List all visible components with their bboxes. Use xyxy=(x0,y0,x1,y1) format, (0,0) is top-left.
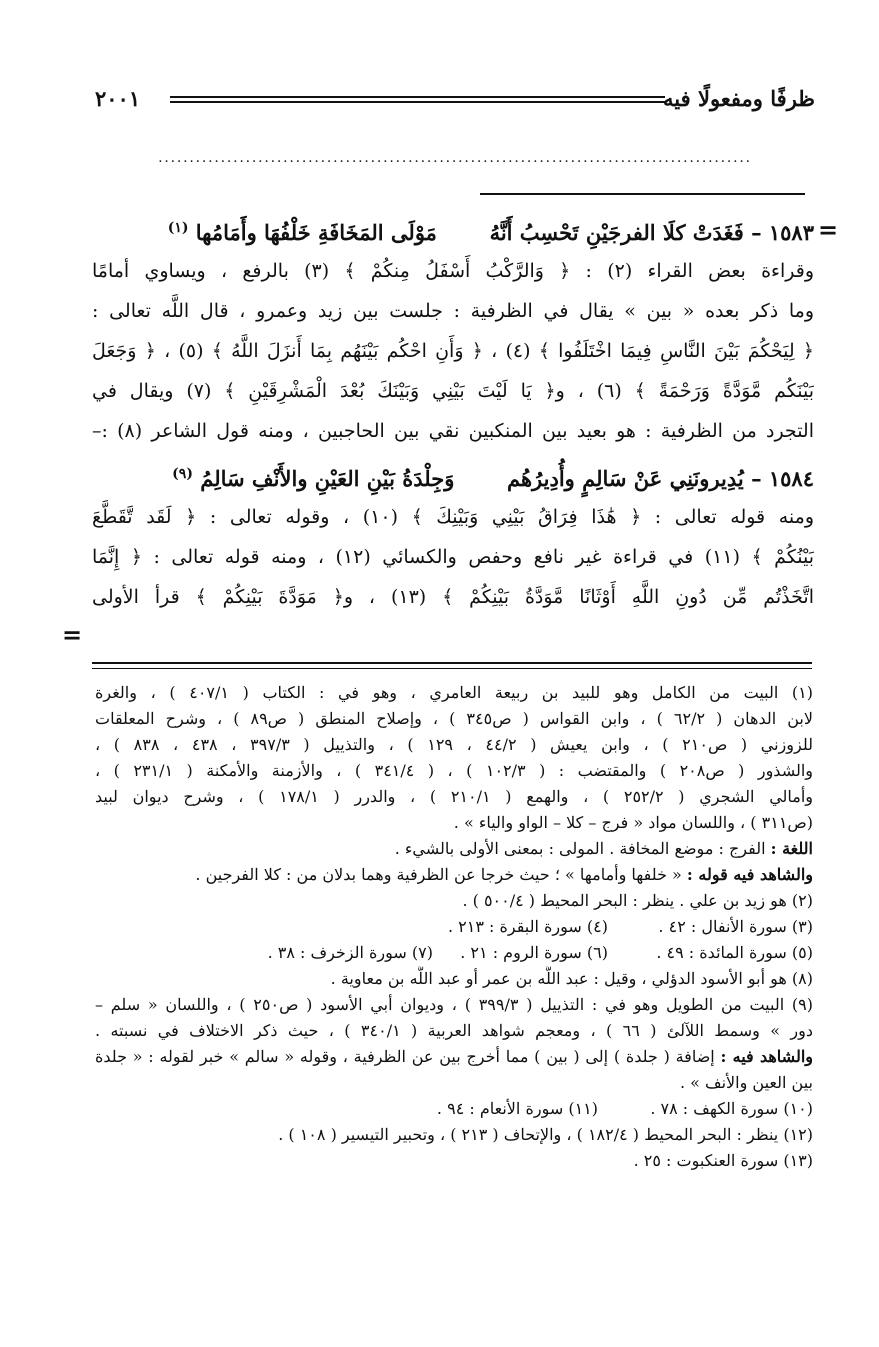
footnote-6: (٦) سورة الروم : ٢١ . xyxy=(460,943,608,962)
footnote-1: وأمالي الشجري ( ٢٥٢/٢ ) ، والهمع ( ٢١٠/١ ) ، والدرر ( ١٧٨/١ ) ، وشرح ديوان لبيد xyxy=(95,787,813,806)
footnote-1: للزوزني ( ص٢١٠ ) ، وابن يعيش ( ٤٤/٢ ، ١٢٩ ) ، والتذييل ( ٣٩٧/٣ ، ٤٣٨ ، ٨٣٨ ) ، xyxy=(95,735,813,754)
running-title: ظرفًا ومفعولًا فيه xyxy=(663,86,815,111)
footnote-10: (١٠) سورة الكهف : ٧٨ . xyxy=(650,1099,813,1118)
footnote-1: والشذور ( ص٢٠٨ ) والمقتضب : ( ١٠٢/٣ ) ، ( ٣٤١/٤ ) ، والأزمنة والأمكنة ( ٢٣١/١ ) ، xyxy=(95,761,813,780)
text-line: ومنه قوله تعالى : ﴿ هَٰذَا فِرَاقُ بَيْنِي وَبَيْنِكَ ﴾ (١٠) ، وقوله تعالى : ﴿ لَقَد تَّقَطَّعَ xyxy=(92,506,814,528)
header-rule xyxy=(170,96,665,103)
page-number: ٢٠٠١ xyxy=(95,86,141,111)
footnote-9: دور » وسمط اللآلئ ( ٦٦ ) ، ومعجم شواهد العربية ( ٣٤٠/١ ) ، حيث ذكر الاختلاف في نسبته . xyxy=(95,1021,813,1040)
dotted-separator: ............................................................................................... xyxy=(158,150,752,166)
footnote-13: (١٣) سورة العنكبوت : ٢٥ . xyxy=(633,1151,813,1170)
footnote-4: (٤) سورة البقرة : ٢١٣ . xyxy=(447,917,608,936)
footnote-1: لابن الدهان ( ٦٢/٢ ) ، وابن القواس ( ص٣٤٥ ) ، وإصلاح المنطق ( ص٨٩ ) ، وشرح المعلقات xyxy=(95,709,813,728)
shahid-text: « خلفها وأمامها » ؛ حيث خرجا عن الظرفية وهما بدلان من : كلا الفرجين . xyxy=(195,865,682,884)
footnote-rule xyxy=(92,662,812,664)
footnote-9: (٩) البيت من الطويل وهو في : التذييل ( ٣٩٩/٣ ) ، وديوان أبي الأسود ( ص٢٥٠ ) ، واللسان « سلم – xyxy=(95,995,813,1014)
footnote-row xyxy=(95,1096,813,1122)
text-line: وما ذكر بعده « بين » يقال في الظرفية : جلست بين زيد وعمرو ، قال اللَّه تعالى : xyxy=(92,300,814,322)
footnote-ref: (٩) xyxy=(172,466,193,482)
lugha-note xyxy=(95,836,813,862)
section-rule xyxy=(480,193,805,195)
verse-1583 xyxy=(92,205,814,251)
verse-number: ١٥٨٤ – xyxy=(751,466,814,491)
text-line: وقراءة بعض القراء (٢) : ﴿ وَالرَّكْبُ أَسْفَلُ مِنكُمْ ﴾ (٣) بالرفع ، ويساوي أمامًا xyxy=(92,260,814,282)
shahid-note-1 xyxy=(95,862,813,888)
main-text xyxy=(92,205,814,617)
shahid-note-2 xyxy=(95,1044,813,1070)
footnotes xyxy=(95,680,813,1174)
verse-hemistich-1: فَغَدَتْ كلَا الفرجَيْنِ تَحْسِبُ أَنَّهُ xyxy=(489,220,744,245)
lugha-text: الفرج : موضع المخافة . المولى : بمعنى الأولى بالشيء . xyxy=(394,839,766,858)
footnote-1: (ص٣١١ ) ، واللسان مواد « فرج – كلا – الواو والياء » . xyxy=(453,813,813,832)
verse-number: ١٥٨٣ – xyxy=(751,220,814,245)
verse-hemistich-2: وَجِلْدَةُ بَيْنِ العَيْنِ والأَنْفِ سَالِمُ xyxy=(200,466,455,491)
text-line: التجرد من الظرفية : هو بعيد بين المنكبين نقي بين الحاجبين ، ومنه قول الشاعر (٨) :– xyxy=(92,420,814,442)
text-line: ﴿ لِيَحْكُمَ بَيْنَ النَّاسِ فِيمَا اخْتَلَفُوا ﴾ (٤) ، ﴿ وَأَنِ احْكُم بَيْنَهُم بِمَا أَنزَلَ اللَّهُ ﴾ (٥) ، ﴿ وَجَعَلَ xyxy=(92,340,814,362)
shahid-note-2: بين العين والأنف » . xyxy=(679,1073,813,1092)
footnote-row xyxy=(95,940,813,966)
shahid-text: إضافة ( جلدة ) إلى ( بين ) مما أخرج بين عن الظرفية ، وقوله « سالم » خبر لقوله : « جلدة xyxy=(95,1047,715,1066)
verse-hemistich-2: مَوْلَى المَخَافَةِ خَلْفُهَا وأَمَامُها xyxy=(195,220,437,245)
footnote-11: (١١) سورة الأنعام : ٩٤ . xyxy=(436,1099,598,1118)
footnote-row xyxy=(95,914,813,940)
footnote-12: (١٢) ينظر : البحر المحيط ( ١٨٢/٤ ) ، والإتحاف ( ٢١٣ ) ، وتحبير التيسير ( ١٠٨ ) . xyxy=(278,1125,813,1144)
shahid-label: والشاهد فيه : xyxy=(720,1047,813,1066)
verse-1584 xyxy=(92,451,814,497)
footnote-5: (٥) سورة المائدة : ٤٩ . xyxy=(656,943,813,962)
text-line: اتَّخَذْتُم مِّن دُونِ اللَّهِ أَوْثَانًا مَّوَدَّةُ بَيْنِكُمْ ﴾ (١٣) ، و﴿ مَوَدَّةَ بَيْنِكُمْ ﴾ قرأ الأولى xyxy=(92,586,814,608)
shahid-label: والشاهد فيه قوله : xyxy=(686,865,813,884)
text-line: بَيْنُكُمْ ﴾ (١١) في قراءة غير نافع وحفص والكسائي (١٢) ، ومنه قوله تعالى : ﴿ إِنَّمَا xyxy=(92,546,814,568)
footnote-2: (٢) هو زيد بن علي . ينظر : البحر المحيط ( ٥٠٠/٤ ) . xyxy=(462,891,813,910)
continuation-mark-start: = xyxy=(818,215,839,244)
footnote-3: (٣) سورة الأنفال : ٤٢ . xyxy=(658,917,813,936)
footnote-rule-thin xyxy=(92,668,812,669)
text-line: بَيْنَكُم مَّوَدَّةً وَرَحْمَةً ﴾ (٦) ، و﴿ يَا لَيْتَ بَيْنِي وَبَيْنَكَ بُعْدَ الْمَشْرِقَيْنِ ﴾ (٧) ويقال في xyxy=(92,380,814,402)
footnote-1: (١) البيت من الكامل وهو للبيد بن ربيعة العامري ، وهو في : الكتاب ( ٤٠٧/١ ) ، والغرة xyxy=(95,683,813,702)
footnote-ref: (١) xyxy=(167,220,189,236)
page-header xyxy=(95,82,815,122)
lugha-label: اللغة : xyxy=(770,839,813,858)
footnote-7: (٧) سورة الزخرف : ٣٨ . xyxy=(267,943,433,962)
verse-hemistich-1: يُدِيرونَنِي عَنْ سَالِمٍ وأُدِيرُهُم xyxy=(506,466,744,491)
footnote-8: (٨) هو أبو الأسود الدؤلي ، وقيل : عبد اللَّه بن عمر أو عبد اللَّه بن معاوية . xyxy=(330,969,813,988)
continuation-mark-end: = xyxy=(62,620,83,649)
